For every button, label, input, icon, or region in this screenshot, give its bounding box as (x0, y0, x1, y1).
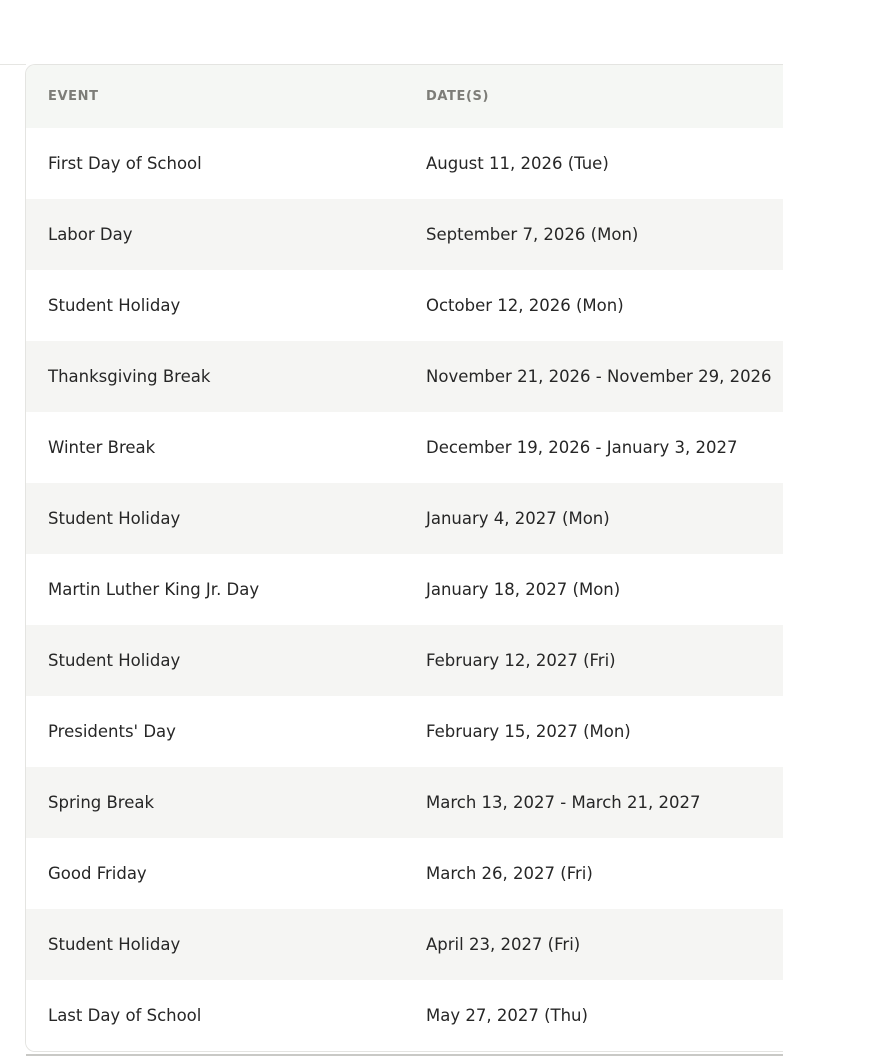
table-row (26, 625, 783, 696)
column-header-dates: DATE(S) (426, 89, 490, 104)
table-body (26, 128, 783, 1051)
table-row (26, 980, 783, 1051)
dates-cell: March 26, 2027 (Fri) (426, 864, 593, 883)
school-calendar-table (26, 65, 783, 1051)
event-cell: Spring Break (48, 793, 155, 812)
event-cell: Student Holiday (48, 509, 181, 528)
dates-cell: May 27, 2027 (Thu) (426, 1006, 588, 1025)
dates-cell: February 15, 2027 (Mon) (426, 722, 631, 741)
table-row (26, 767, 783, 838)
dates-cell: August 11, 2026 (Tue) (426, 154, 609, 173)
table-row (26, 341, 783, 412)
table-row (26, 909, 783, 980)
school-calendar-table-card (25, 64, 783, 1052)
dates-cell: February 12, 2027 (Fri) (426, 651, 616, 670)
table-row (26, 696, 783, 767)
event-cell: First Day of School (48, 154, 202, 173)
header-row (26, 65, 783, 128)
dates-cell: January 18, 2027 (Mon) (426, 580, 621, 599)
event-cell: Presidents' Day (48, 722, 176, 741)
event-cell: Martin Luther King Jr. Day (48, 580, 260, 599)
table-row (26, 199, 783, 270)
table-header (26, 65, 783, 128)
event-cell: Labor Day (48, 225, 133, 244)
dates-cell: January 4, 2027 (Mon) (426, 509, 610, 528)
dates-cell: April 23, 2027 (Fri) (426, 935, 581, 954)
dates-cell: September 7, 2026 (Mon) (426, 225, 639, 244)
table-row (26, 412, 783, 483)
event-cell: Last Day of School (48, 1006, 202, 1025)
event-cell: Student Holiday (48, 651, 181, 670)
dates-cell: March 13, 2027 - March 21, 2027 (426, 793, 701, 812)
table-row (26, 270, 783, 341)
dates-cell: December 19, 2026 - January 3, 2027 (426, 438, 738, 457)
event-cell: Thanksgiving Break (48, 367, 211, 386)
event-cell: Good Friday (48, 864, 147, 883)
table-row (26, 483, 783, 554)
event-cell: Student Holiday (48, 296, 181, 315)
top-divider (0, 64, 26, 65)
table-row (26, 128, 783, 199)
table-row (26, 554, 783, 625)
column-header-event: EVENT (48, 89, 99, 104)
event-cell: Student Holiday (48, 935, 181, 954)
table-row (26, 838, 783, 909)
dates-cell: November 21, 2026 - November 29, 2026 (426, 367, 772, 386)
dates-cell: October 12, 2026 (Mon) (426, 296, 624, 315)
bottom-divider (26, 1054, 783, 1056)
event-cell: Winter Break (48, 438, 156, 457)
